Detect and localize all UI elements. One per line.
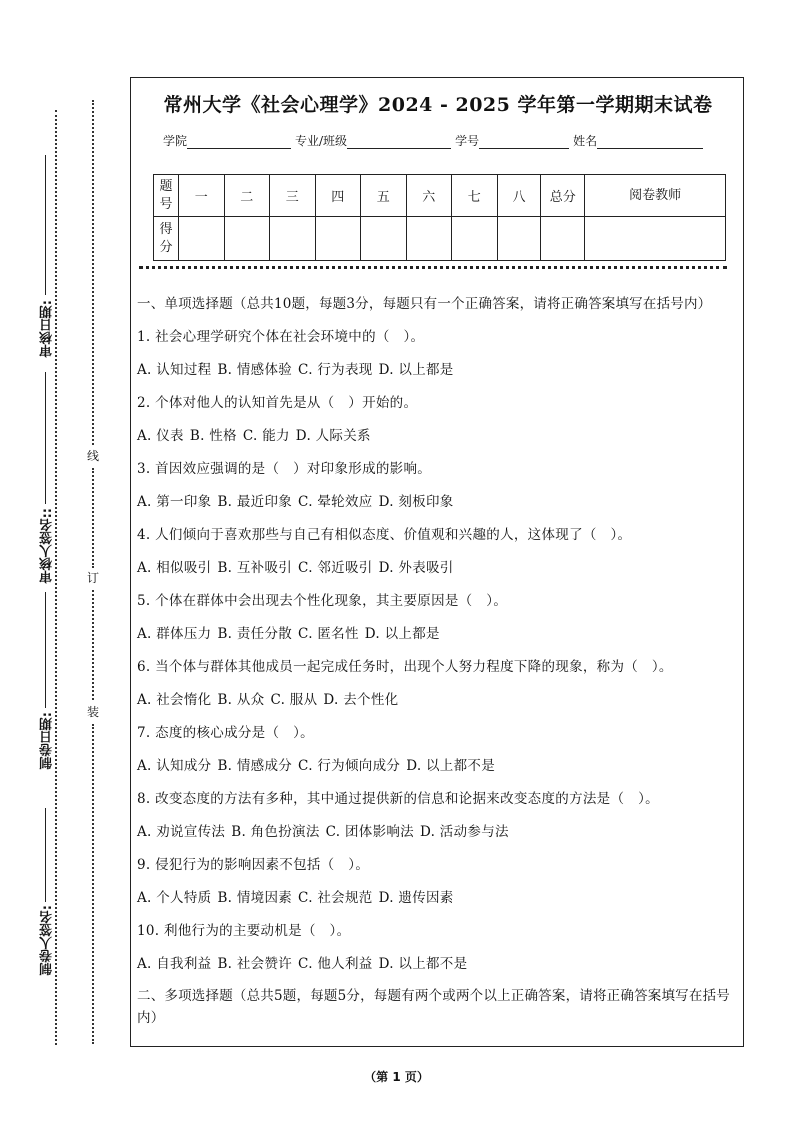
name-field[interactable] — [597, 134, 703, 149]
option-item: B. 情境因素 — [217, 890, 293, 906]
option-item: C. 匿名性 — [298, 626, 359, 642]
score-col-6: 六 — [406, 175, 452, 217]
question-10: 10. 利他行为的主要动机是（ ）。 — [137, 923, 351, 939]
score-col-1: 一 — [179, 175, 225, 217]
score-col-8: 八 — [497, 175, 541, 217]
major-label: 专业/班级 — [295, 134, 348, 148]
option-item: D. 去个性化 — [323, 692, 399, 708]
option-item: C. 邻近吸引 — [298, 560, 373, 576]
name-label: 姓名 — [573, 134, 598, 148]
score-cell[interactable] — [541, 217, 585, 261]
question-5: 5. 个体在群体中会出现去个性化现象，其主要原因是（ ）。 — [137, 593, 508, 609]
option-item: D. 以上都是 — [378, 362, 454, 378]
score-cell[interactable] — [224, 217, 270, 261]
score-cell[interactable] — [497, 217, 541, 261]
question-9: 9. 侵犯行为的影响因素不包括（ ）。 — [137, 857, 370, 873]
option-item: D. 外表吸引 — [378, 560, 454, 576]
option-item: A. 第一印象 — [137, 494, 212, 510]
option-item: A. 仪表 — [137, 428, 184, 444]
option-item: D. 以上都是 — [364, 626, 440, 642]
option-item: B. 角色扮演法 — [231, 824, 320, 840]
option-item: D. 遗传因素 — [378, 890, 454, 906]
review-date-line — [45, 155, 46, 295]
score-cell[interactable] — [452, 217, 498, 261]
option-item: C. 他人利益 — [298, 956, 373, 972]
option-item: A. 社会惰化 — [137, 692, 212, 708]
question-2: 2. 个体对他人的认知首先是从（ ）开始的。 — [137, 395, 418, 411]
option-item: B. 责任分散 — [217, 626, 293, 642]
score-col-grader: 阅卷教师 — [585, 175, 726, 217]
option-item: A. 认知成分 — [137, 758, 212, 774]
option-item: B. 互补吸引 — [217, 560, 293, 576]
option-item: D. 以上都不是 — [378, 956, 468, 972]
options-1 — [137, 354, 741, 387]
bind-dotted-line-1 — [92, 100, 94, 445]
score-cell[interactable] — [361, 217, 407, 261]
option-item: A. 群体压力 — [137, 626, 212, 642]
options-5 — [137, 618, 741, 651]
option-item: C. 晕轮效应 — [298, 494, 373, 510]
option-item: A. 劝说宣传法 — [137, 824, 226, 840]
maker-sign-label: 制卷人签名: — [40, 905, 55, 976]
score-cell[interactable] — [406, 217, 452, 261]
options-6 — [137, 684, 741, 717]
option-item: A. 自我利益 — [137, 956, 212, 972]
option-item: A. 认知过程 — [137, 362, 212, 378]
option-item: C. 社会规范 — [298, 890, 373, 906]
make-date-label: 制卷日期: — [40, 712, 55, 770]
options-3 — [137, 486, 741, 519]
options-8 — [137, 816, 741, 849]
id-label: 学号 — [455, 134, 480, 148]
option-item: A. 相似吸引 — [137, 560, 212, 576]
option-item: B. 社会赞许 — [217, 956, 293, 972]
question-8: 8. 改变态度的方法有多种，其中通过提供新的信息和论据来改变态度的方法是（ ）。 — [137, 791, 659, 807]
page-number: （第 1 页） — [364, 1070, 429, 1084]
option-item: B. 情感体验 — [217, 362, 293, 378]
header-separator — [139, 266, 727, 269]
option-item: C. 行为倾向成分 — [298, 758, 401, 774]
option-item: B. 最近印象 — [217, 494, 293, 510]
college-field[interactable] — [187, 134, 291, 149]
option-item: C. 服从 — [270, 692, 318, 708]
maker-sign-line — [45, 808, 46, 902]
score-cell[interactable] — [585, 217, 726, 261]
score-cell[interactable] — [315, 217, 361, 261]
id-field[interactable] — [479, 134, 569, 149]
question-1: 1. 社会心理学研究个体在社会环境中的（ ）。 — [137, 329, 425, 345]
major-field[interactable] — [347, 134, 451, 149]
exam-title: 常州大学《社会心理学》2024 - 2025 学年第一学期期末试卷 — [163, 94, 713, 116]
option-item: C. 行为表现 — [298, 362, 373, 378]
question-list — [137, 321, 741, 981]
score-table — [153, 174, 726, 261]
section1-heading: 一、单项选择题（总共10题，每题3分，每题只有一个正确答案，请将正确答案填写在括号内） — [137, 296, 712, 312]
option-item: C. 团体影响法 — [325, 824, 414, 840]
reviewer-sign-label: 审核人签名:: — [40, 508, 55, 584]
option-item: D. 刻板印象 — [378, 494, 454, 510]
options-10 — [137, 948, 741, 981]
question-4: 4. 人们倾向于喜欢那些与自己有相似态度、价值观和兴趣的人，这体现了（ ）。 — [137, 527, 632, 543]
question-3: 3. 首因效应强调的是（ ）对印象形成的影响。 — [137, 461, 432, 477]
score-col-4: 四 — [315, 175, 361, 217]
bind-char-line: 线 — [87, 449, 100, 463]
bind-dotted-line-4 — [92, 724, 94, 1044]
make-date-line — [45, 592, 46, 708]
review-date-label: 审核日期: — [40, 300, 55, 358]
score-cell[interactable] — [179, 217, 225, 261]
options-4 — [137, 552, 741, 585]
score-col-3: 三 — [270, 175, 316, 217]
option-item: D. 以上都不是 — [406, 758, 496, 774]
college-label: 学院 — [163, 134, 188, 148]
options-9 — [137, 882, 741, 915]
bind-char-ding: 订 — [87, 571, 100, 585]
reviewer-sign-line — [45, 372, 46, 504]
score-col-5: 五 — [361, 175, 407, 217]
bind-char-zhuang: 装 — [87, 705, 100, 719]
score-row-label-number: 题号 — [154, 175, 179, 217]
bind-dotted-line-2 — [92, 468, 94, 568]
option-item: D. 人际关系 — [295, 428, 371, 444]
options-7 — [137, 750, 741, 783]
score-col-total: 总分 — [541, 175, 585, 217]
score-cell[interactable] — [270, 217, 316, 261]
options-2 — [137, 420, 741, 453]
score-col-2: 二 — [224, 175, 270, 217]
question-7: 7. 态度的核心成分是（ ）。 — [137, 725, 314, 741]
score-col-7: 七 — [452, 175, 498, 217]
option-item: A. 个人特质 — [137, 890, 212, 906]
option-item: B. 性格 — [189, 428, 237, 444]
section2-heading: 二、多项选择题（总共5题，每题5分，每题有两个或两个以上正确答案，请将正确答案填写在括号内） — [137, 988, 730, 1026]
bind-dotted-line-3 — [92, 590, 94, 700]
option-item: D. 活动参与法 — [419, 824, 509, 840]
student-info-row — [163, 132, 707, 149]
exam-frame — [130, 77, 744, 1047]
option-item: B. 情感成分 — [217, 758, 293, 774]
exam-body — [137, 293, 741, 1035]
outer-dotted-line — [55, 110, 57, 1045]
option-item: C. 能力 — [242, 428, 290, 444]
question-6: 6. 当个体与群体其他成员一起完成任务时，出现个人努力程度下降的现象，称为（ ）。 — [137, 659, 673, 675]
score-row-label-score: 得分 — [154, 217, 179, 261]
option-item: B. 从众 — [217, 692, 265, 708]
